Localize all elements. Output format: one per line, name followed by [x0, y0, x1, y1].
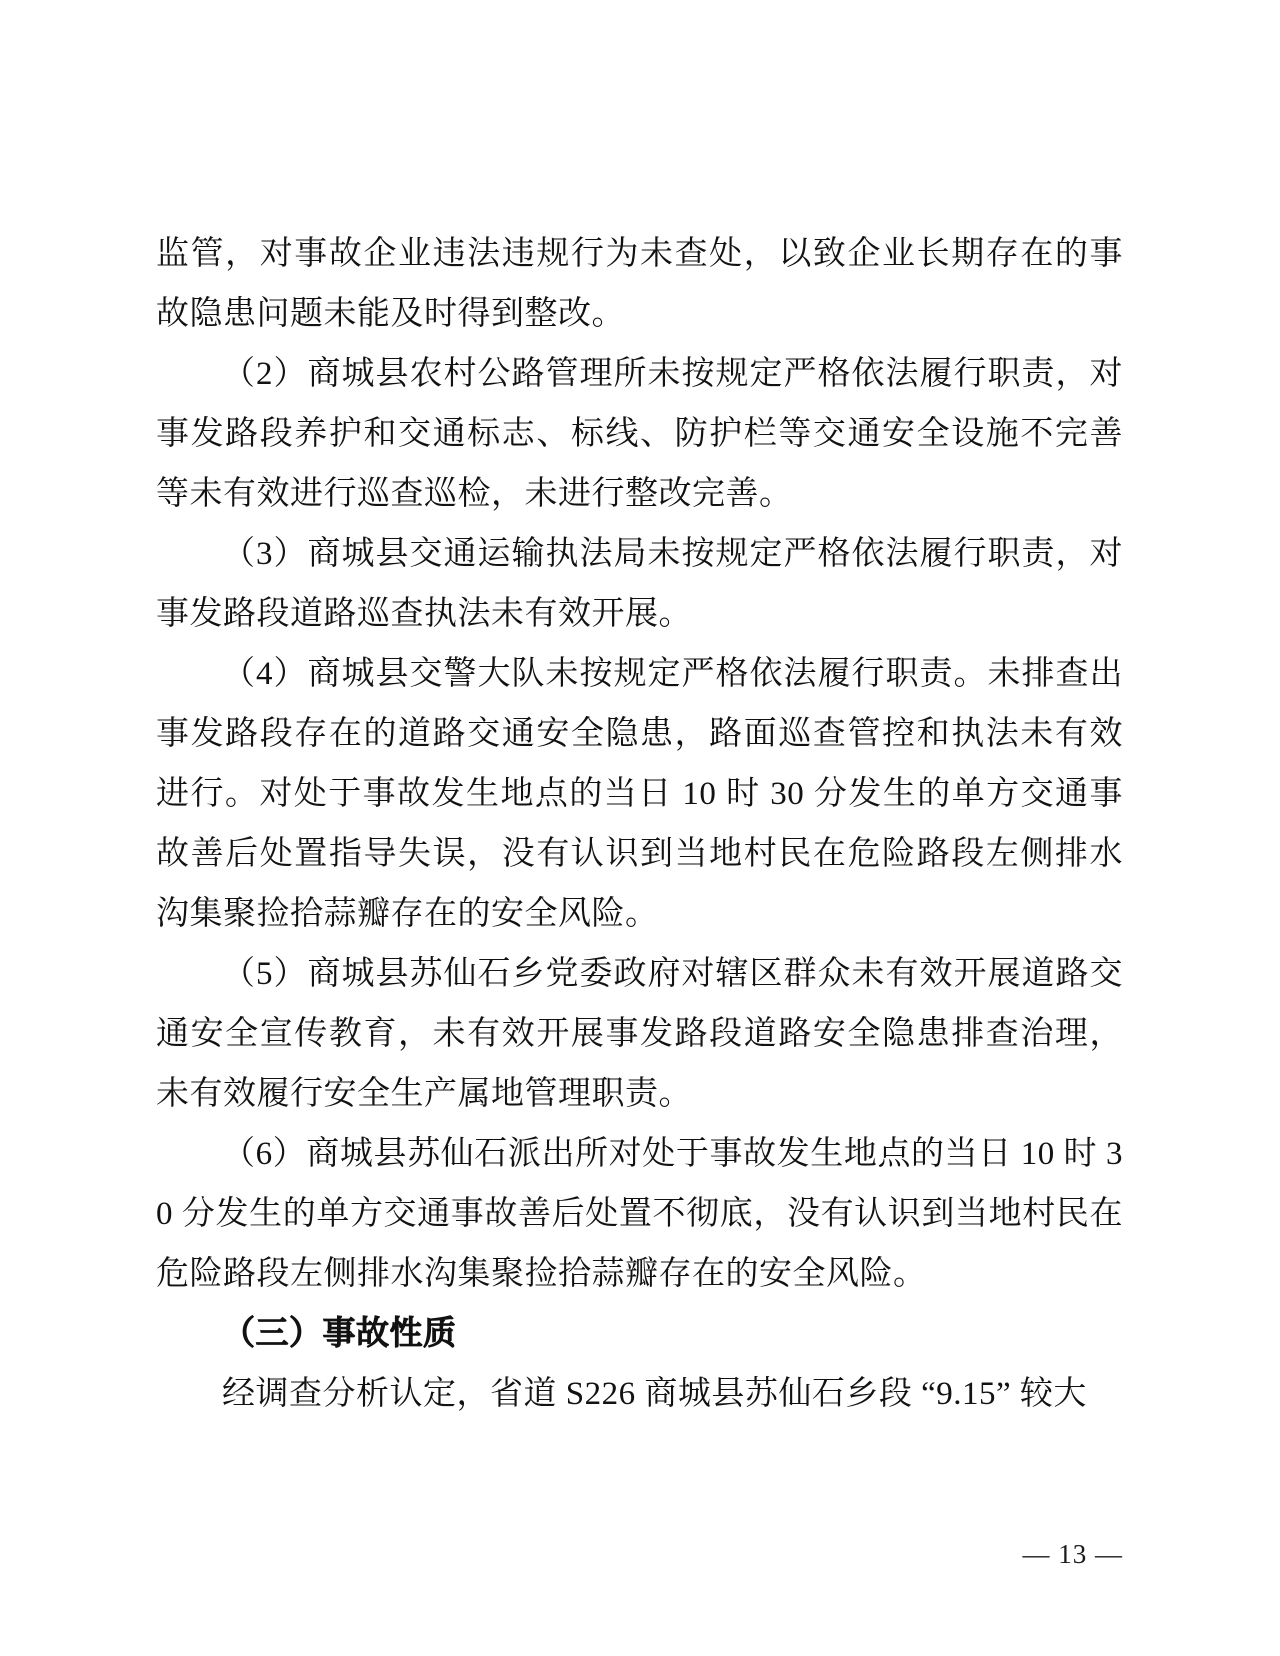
paragraph-conclusion-start: 经调查分析认定，省道 S226 商城县苏仙石乡段 “9.15” 较大	[222, 1376, 1087, 1412]
document-body	[156, 224, 1123, 1424]
paragraph-item-4: （4）商城县交警大队未按规定严格依法履行职责。未排查出事发路段存在的道路交通安全隐患，路面巡查管控和执法未有效进行。对处于事故发生地点的当日 10 时 30 分发生的单方交通事故善后处置指导失误，没有认识到当地村民在危险路段左侧排水沟集聚捡拾蒜瓣存在的安全风险。	[156, 656, 1123, 932]
page-number: — 13 —	[1022, 1539, 1123, 1569]
paragraph-item-6: （6）商城县苏仙石派出所对处于事故发生地点的当日 10 时 30 分发生的单方交通事故善后处置不彻底，没有认识到当地村民在危险路段左侧排水沟集聚捡拾蒜瓣存在的安全风险。	[156, 1136, 1123, 1292]
paragraph-item-5: （5）商城县苏仙石乡党委政府对辖区群众未有效开展道路交通安全宣传教育，未有效开展事发路段道路安全隐患排查治理，未有效履行安全生产属地管理职责。	[156, 956, 1123, 1112]
paragraph-continuation: 监管，对事故企业违法违规行为未查处，以致企业长期存在的事故隐患问题未能及时得到整改。	[156, 236, 1123, 332]
paragraph-item-3: （3）商城县交通运输执法局未按规定严格依法履行职责，对事发路段道路巡查执法未有效开展。	[156, 536, 1123, 632]
paragraph-item-2: （2）商城县农村公路管理所未按规定严格依法履行职责，对事发路段养护和交通标志、标线、防护栏等交通安全设施不完善等未有效进行巡查巡检，未进行整改完善。	[156, 356, 1123, 512]
section-heading: （三）事故性质	[222, 1316, 457, 1352]
